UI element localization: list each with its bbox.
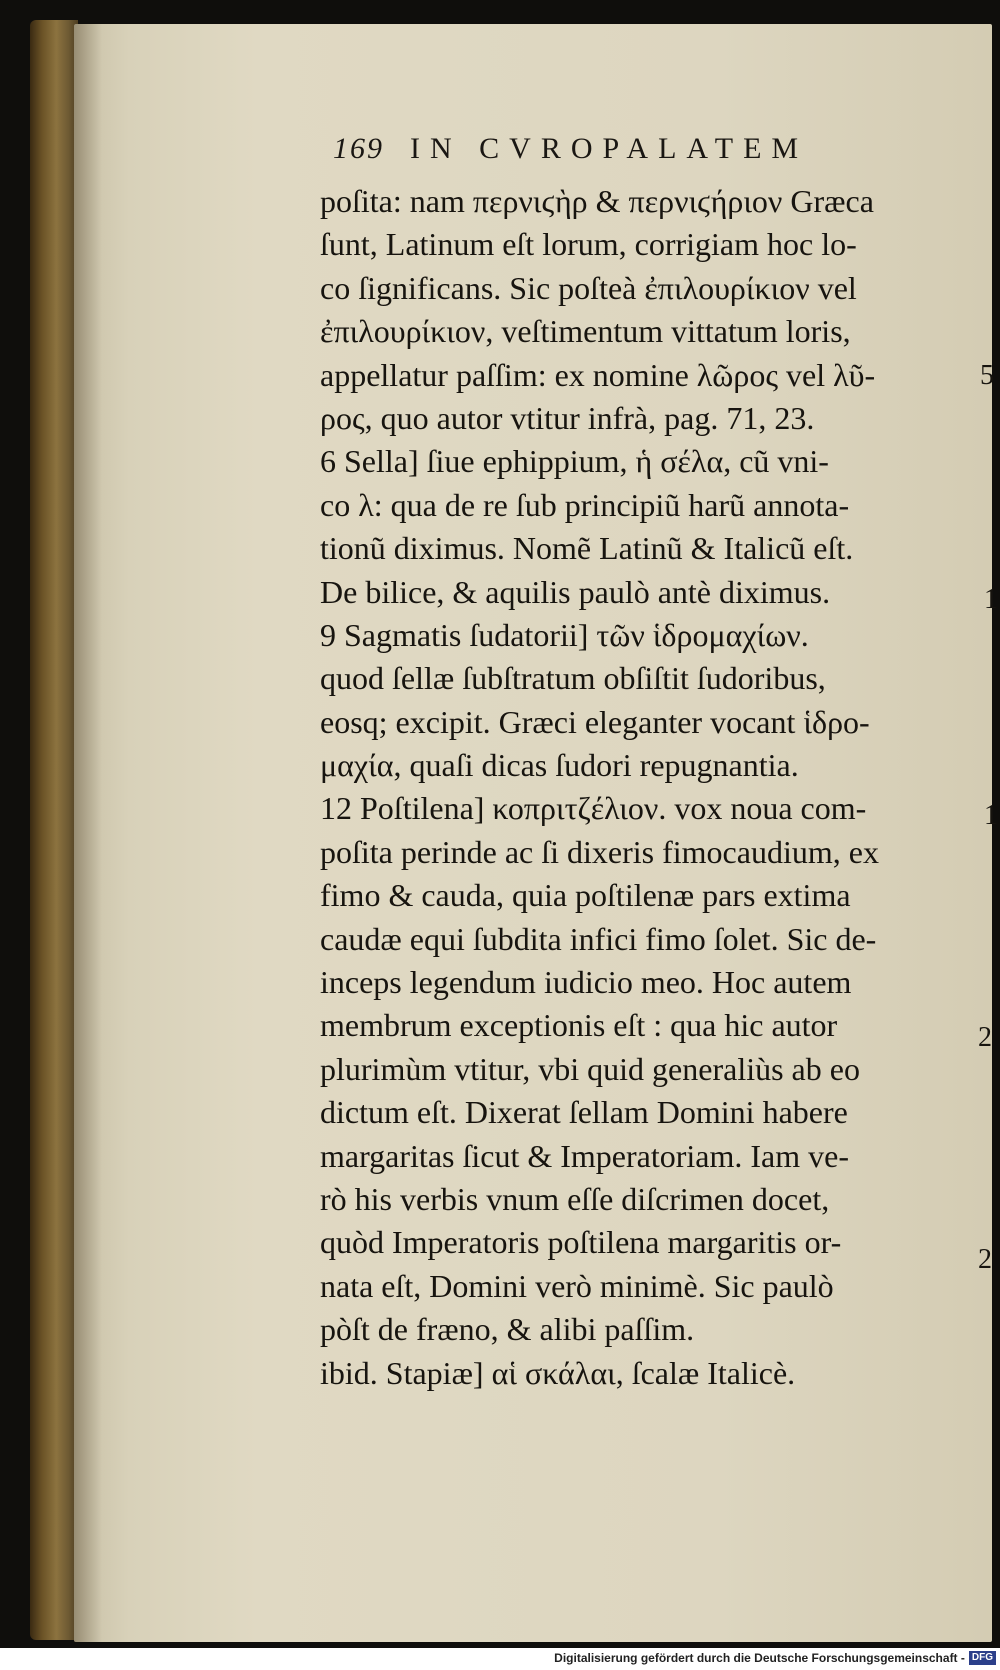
text-line: margaritas ſicut & Imperatoriam. Iam ve- (320, 1137, 849, 1174)
text-line: quod ſellæ ſubſtratum obſiſtit ſudoribus, (320, 660, 826, 697)
text-line: tionũ diximus. Nomẽ Latinũ & Italicũ eſt. (320, 530, 854, 567)
text-line: caudæ equi ſubdita infici fimo ſolet. Sic de- (320, 920, 877, 957)
body-text (320, 180, 980, 1395)
margin-line-number: 1 (984, 584, 998, 615)
text-line: 9 Sagmatis ſudatorii] τῶν ἱδρομαχίων. (320, 616, 809, 653)
dfg-logo: DFG (969, 1651, 996, 1665)
text-line: rò his verbis vnum eſſe diſcrimen docet, (320, 1180, 830, 1217)
margin-line-number: 1 (984, 800, 998, 831)
text-line: ρος, quo autor vtitur infrà, pag. 71, 23. (320, 399, 815, 436)
text-line: ἐπιλουρίκιον, veſtimentum vittatum loris, (320, 313, 851, 350)
text-line: co λ: qua de re ſub principiũ harũ annota- (320, 486, 850, 523)
text-line: fimo & cauda, quia poſtilenæ pars extima (320, 877, 851, 914)
text-line: dictum eſt. Dixerat ſellam Domini habere (320, 1094, 848, 1131)
text-line: 12 Poſtilena] κοπριτζέλιον. vox noua com- (320, 790, 867, 827)
margin-line-number: 2 (978, 1244, 992, 1275)
text-line: poſita: nam περνιϛὴρ & περνιϛήριον Græca (320, 183, 874, 219)
book-spine (30, 20, 78, 1640)
running-head (333, 132, 913, 176)
text-line: co ſignificans. Sic poſteà ἐπιλουρίκιον vel (320, 269, 857, 306)
margin-line-number: 5 (980, 360, 994, 391)
text-line: μαχία, quaſi dicas ſudori repugnantia. (320, 747, 799, 784)
text-line: plurimùm vtitur, vbi quid generaliùs ab eo (320, 1050, 860, 1087)
text-line: quòd Imperatoris poſtilena margaritis or- (320, 1224, 842, 1261)
text-line: pòſt de fræno, & alibi paſſim. (320, 1311, 695, 1348)
page-gutter-shadow (74, 24, 102, 1642)
text-line: inceps legendum iudicio meo. Hoc autem (320, 964, 852, 1001)
credit-text: Digitalisierung gefördert durch die Deutsche Forschungsgemeinschaft - (554, 1651, 965, 1665)
text-line: eosq; excipit. Græci eleganter vocant ἱδρο- (320, 703, 870, 740)
running-head-title: IN CVROPALATEM (410, 132, 809, 165)
text-line: 6 Sella] ſiue ephippium, ἡ σέλα, cũ vni- (320, 443, 829, 480)
text-line: ſunt, Latinum eſt lorum, corrigiam hoc lo- (320, 226, 857, 263)
text-line: membrum exceptionis eſt : qua hic autor (320, 1007, 838, 1044)
digitization-credit (554, 1650, 996, 1666)
page-number: 169 (333, 132, 384, 165)
text-line: De bilice, & aquilis paulò antè diximus. (320, 573, 831, 610)
text-line: appellatur paſſim: ex nomine λῶρος vel λῦ- (320, 356, 876, 393)
margin-line-number: 2 (978, 1022, 992, 1053)
text-line: nata eſt, Domini verò minimè. Sic paulò (320, 1267, 834, 1304)
text-line: poſita perinde ac ſi dixeris fimocaudium, ex (320, 833, 879, 870)
text-line: ibid. Stapiæ] αἱ σκάλαι, ſcalæ Italicè. (320, 1354, 796, 1391)
